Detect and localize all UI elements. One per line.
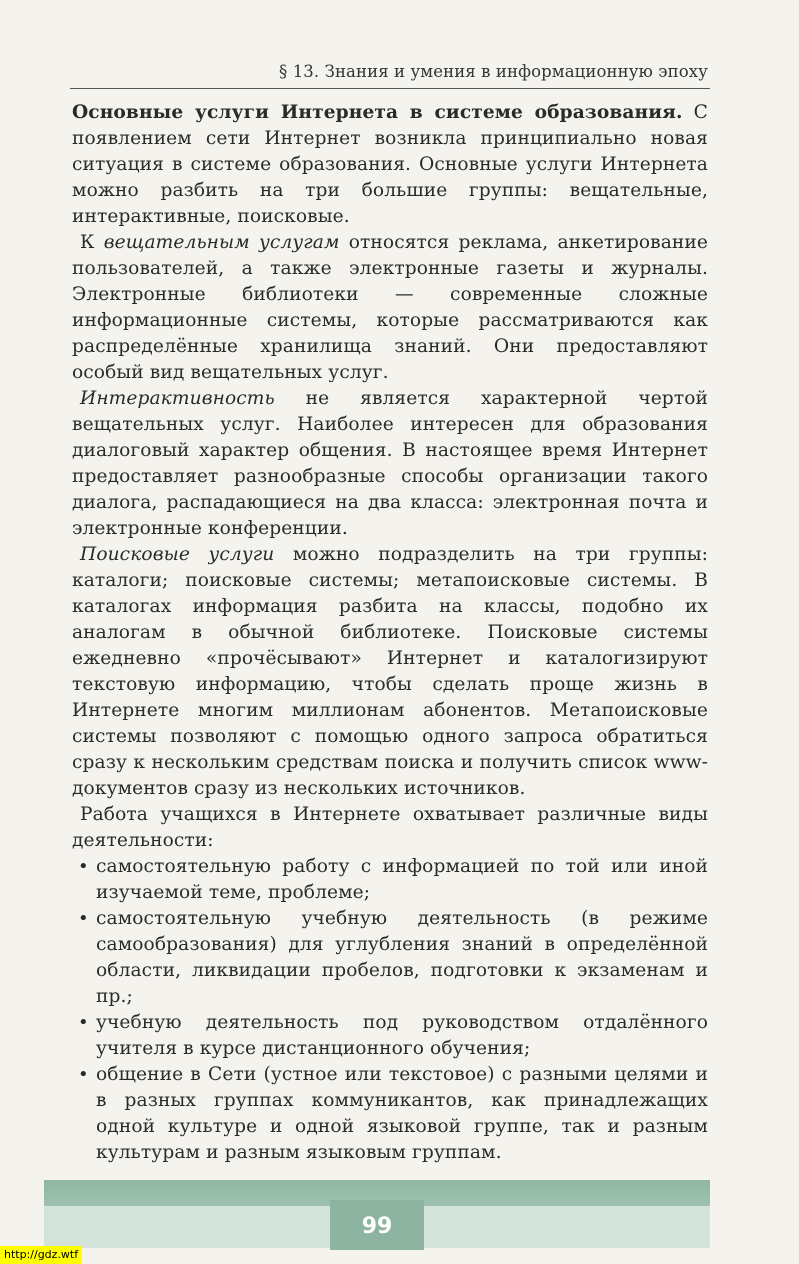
paragraph-2 xyxy=(72,230,708,386)
paragraph-4 xyxy=(72,542,708,802)
page-body xyxy=(72,100,708,1166)
page-number: 99 xyxy=(361,1214,393,1239)
paragraph-1-lead: Основные услуги Интернета в системе образования. xyxy=(72,102,683,123)
list-item-text: самостоятельную работу с информацией по той или иной изучаемой теме, проблеме; xyxy=(96,856,708,903)
paragraph-3-text: не является характерной чертой вещательных услуг. Наиболее интересен для образования диалоговый характер общения. В настоящее время Интернет предоставляет разнообразные способы организации такого диалога, распадающиеся на два класса: электронная почта и электронные конференции. xyxy=(72,388,708,539)
paragraph-4-text: можно подразделить на три группы: каталоги; поисковые системы; метапоисковые системы. В каталогах информация разбита на классы, подобно их аналогам в обычной библиотеке. Поисковые системы ежедневно «прочёсывают» Интернет и каталогизируют текстовую информацию, чтобы сделать проще жизнь в Интернете многим миллионам абонентов. Метапоисковые системы позволяют с помощью одного запроса обратиться сразу к нескольким средствам поиска и получить список www-документов сразу из нескольких источников. xyxy=(72,544,708,799)
bullet-icon: • xyxy=(78,1064,89,1085)
paragraph-1-text: С появлением сети Интернет возникла принципиально новая ситуация в системе образования. Основные услуги Интернета можно разбить на три большие группы: вещательные, интерактивные, поисковые. xyxy=(72,102,708,227)
list-item-text: общение в Сети (устное или текстовое) с разными целями и в разных группах коммуникантов, как принадлежащих одной культуре и одной языковой группе, так и разным культурам и разным языковым группам. xyxy=(96,1064,708,1163)
paragraph-3-term: Интерактивность xyxy=(80,388,275,409)
paragraph-3 xyxy=(72,386,708,542)
list-item-text: самостоятельную учебную деятельность (в режиме самообразования) для углубления знаний в определённой области, ликвидации пробелов, подготовки к экзаменам и пр.; xyxy=(96,908,708,1007)
list-item xyxy=(72,906,708,1010)
bullet-icon: • xyxy=(78,908,89,929)
list-item xyxy=(72,854,708,906)
watermark-link[interactable]: http://gdz.wtf xyxy=(0,1246,82,1264)
bullet-icon: • xyxy=(78,1012,89,1033)
paragraph-2-start: К xyxy=(80,232,104,253)
header-rule xyxy=(70,88,710,89)
activity-list xyxy=(72,854,708,1166)
paragraph-5 xyxy=(72,802,708,854)
running-header: § 13. Знания и умения в информационную эпоху xyxy=(279,62,708,81)
paragraph-2-term: вещательным услугам xyxy=(103,232,340,253)
list-item-text: учебную деятельность под руководством отдалённого учителя в курсе дистанционного обучения; xyxy=(96,1012,708,1059)
paragraph-4-term: Поисковые услуги xyxy=(80,544,275,565)
paragraph-5-text: Работа учащихся в Интернете охватывает различные виды деятельности: xyxy=(72,804,708,851)
list-item xyxy=(72,1010,708,1062)
paragraph-1 xyxy=(72,100,708,230)
list-item xyxy=(72,1062,708,1166)
bullet-icon: • xyxy=(78,856,89,877)
paragraph-2-text: относятся реклама, анкетирование пользователей, а также электронные газеты и журналы. Электронные библиотеки — современные сложные информационные системы, которые рассматриваются как распределённые хранилища знаний. Они предоставляют особый вид вещательных услуг. xyxy=(72,232,708,383)
